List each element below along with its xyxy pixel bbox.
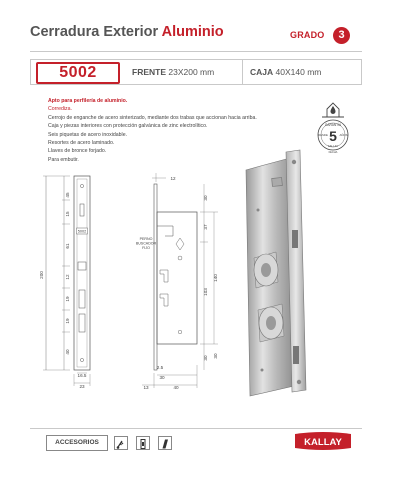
badge-left: DESDE [318, 133, 328, 137]
dim-w-outer: 23 [79, 384, 85, 389]
dim-side-d3: 103 [203, 288, 208, 296]
dim-w-inner: 16.5 [77, 373, 87, 378]
screw [178, 330, 182, 334]
dim-side-b1: 2.5 [156, 365, 164, 370]
desc-line: Apto para perfilería de aluminio. [48, 98, 128, 104]
badge-number: 5 [329, 128, 337, 144]
side-view-drawing [128, 170, 220, 390]
grado-label: GRADO [290, 30, 325, 40]
screw-hole [80, 184, 83, 187]
front-view-drawing [40, 170, 120, 390]
dim-d2: 15 [65, 211, 70, 217]
cylinder [178, 256, 182, 260]
dim-top: 12 [170, 176, 176, 181]
badge-right: FECHA [328, 151, 338, 154]
frente-spec [132, 67, 214, 77]
dim-side-b3: 13 [143, 385, 149, 390]
desc-line: Caja y piezas interiores con protección galvánica de zinc electrolítico. [48, 123, 208, 130]
dim-d7: 40 [65, 349, 70, 355]
caja-value: 40X140 mm [275, 67, 322, 77]
hook-slot [79, 314, 85, 332]
badge-unit: AÑOS [339, 133, 348, 137]
dim-side-d4: 30 [203, 355, 208, 361]
desc-line: Para embutir. [48, 156, 79, 163]
brand-name: KALLAY [304, 436, 342, 448]
plate-code: 5002 [77, 229, 87, 234]
perno-label-3: FIJO [142, 246, 150, 250]
desc-line: Llaves de bronce forjado. [48, 148, 107, 155]
dim-d5: 19 [65, 296, 70, 302]
dim-side-b4: 40 [173, 385, 179, 390]
dim-d3: 61 [65, 243, 70, 249]
footer-divider [30, 428, 362, 429]
hook-slot [79, 290, 85, 308]
perno-label-1: PERNO [139, 237, 153, 241]
hook [160, 270, 168, 282]
keeper-icon [158, 436, 172, 450]
front-plate [74, 176, 90, 370]
desc-line: Resortes de acero laminado. [48, 140, 115, 147]
dim-side-b2: 30 [159, 375, 165, 380]
dim-side-height: 140 [213, 274, 218, 282]
dim-total: 200 [39, 271, 44, 279]
accesorios-label: ACCESORIOS [46, 435, 108, 451]
frente-label: FRENTE [132, 67, 166, 77]
badge-bottom: KALLAY [327, 144, 339, 148]
latch-slot [80, 204, 84, 216]
perno-label-2: BUSCADOR [135, 241, 157, 246]
grado-badge: 3 [333, 27, 350, 44]
desc-line: Corrediza. [48, 106, 72, 113]
bolt [157, 226, 173, 236]
bolt-square [78, 262, 86, 270]
product-code: 5002 [36, 62, 120, 84]
dim-side-d5: 30 [213, 353, 218, 359]
guarantee-badge [306, 95, 360, 157]
caja-label: CAJA [250, 67, 274, 77]
desc-line: Cerrojo de enganche de acero sinterizado, mediante dos trabas que accionan hacia arriba. [48, 114, 257, 121]
spec-divider [242, 60, 243, 84]
frente-value: 23X200 mm [168, 67, 215, 77]
dim-side-d2: 37 [203, 224, 208, 230]
house-drop-icon [322, 103, 344, 117]
dim-d6: 19 [65, 318, 70, 324]
dim-d4: 12 [65, 274, 70, 280]
kallay-logo [292, 432, 354, 450]
hook [160, 294, 168, 306]
key-accessory-icon [114, 436, 128, 450]
lock-case [157, 212, 197, 344]
title-part-1: Cerradura Exterior [30, 24, 159, 40]
strike-plate-icon [136, 436, 150, 450]
desc-line: Seis piquetas de acero inoxidable. [48, 131, 128, 138]
title-part-2: Aluminio [161, 24, 224, 40]
side-plate [154, 184, 157, 370]
screw-hole [80, 358, 83, 361]
caja-spec [250, 67, 321, 77]
page-title [30, 24, 224, 40]
badge-top-text: GARANTÍA [324, 123, 342, 127]
lock-product-image [228, 150, 318, 400]
header-divider [30, 51, 362, 52]
dim-d1: 45 [65, 192, 70, 198]
dim-side-d1: 30 [203, 195, 208, 201]
cam [176, 238, 184, 250]
